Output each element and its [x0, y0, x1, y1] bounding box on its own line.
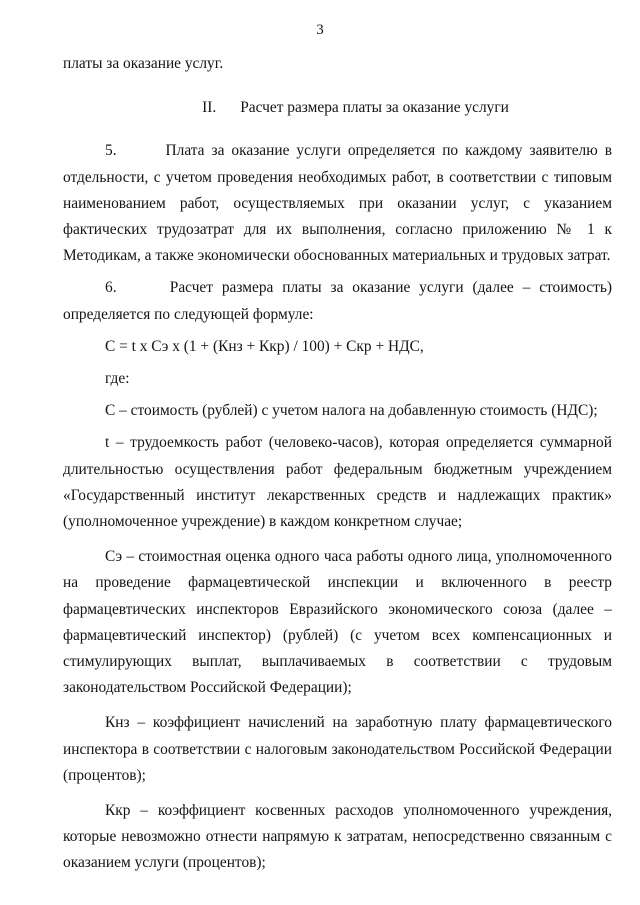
definition-knz: Кнз – коэффициент начислений на заработную плату фармацевтического инспектора в соответствии с налоговым законодательством Российской Федерации (процентов);	[63, 714, 612, 784]
section-number: II.	[202, 99, 217, 117]
definition-kkr: Ккр – коэффициент косвенных расходов уполномоченного учреждения, которые невозможно отнести напрямую к затратам, непосредственно связанным с оказанием услуги (процентов);	[63, 802, 612, 872]
paragraph-5: 5. Плата за оказание услуги определяется по каждому заявителю в отдельности, с учетом проведения необходимых работ, в соответствии с типовым наименованием работ, осуществляемых при оказании услуг, с указанием фактических трудозатрат для их выполнения, согласно приложению № 1 к Методикам, а также экономически обоснованных материальных и трудовых затрат.	[63, 142, 612, 265]
definition-c: С – стоимость (рублей) с учетом налога на добавленную стоимость (НДС);	[105, 402, 598, 420]
section-heading	[63, 95, 612, 121]
section-title: Расчет размера платы за оказание услуги	[240, 99, 509, 117]
definition-t: t – трудоемкость работ (человеко-часов), которая определяется суммарной длительностью осуществления работ федеральным бюджетным учреждением «Государственный институт лекарственных средств и надлежащих практик» (уполномоченное учреждение) в каждом конкретном случае;	[63, 434, 612, 531]
definition-se: Сэ – стоимостная оценка одного часа работы одного лица, уполномоченного на проведение фармацевтической инспекции и включенного в реестр фармацевтических инспекторов Евразийского экономического союза (далее – фармацевтический инспектор) (рублей) (с учетом всех компенсационных и стимулирующих выплат, выплачиваемых в соответствии с трудовым законодательством Российской Федерации);	[63, 548, 612, 697]
where-label: где:	[105, 370, 130, 388]
page-number: 3	[316, 22, 324, 38]
paragraph-6: 6. Расчет размера платы за оказание услуги (далее – стоимость) определяется по следующей формуле:	[63, 279, 612, 323]
document-body	[63, 51, 612, 877]
intro-line: платы за оказание услуг.	[63, 55, 224, 72]
formula: С = t x Сэ x (1 + (Кнз + Ккр) / 100) + Скр + НДС,	[105, 337, 424, 355]
